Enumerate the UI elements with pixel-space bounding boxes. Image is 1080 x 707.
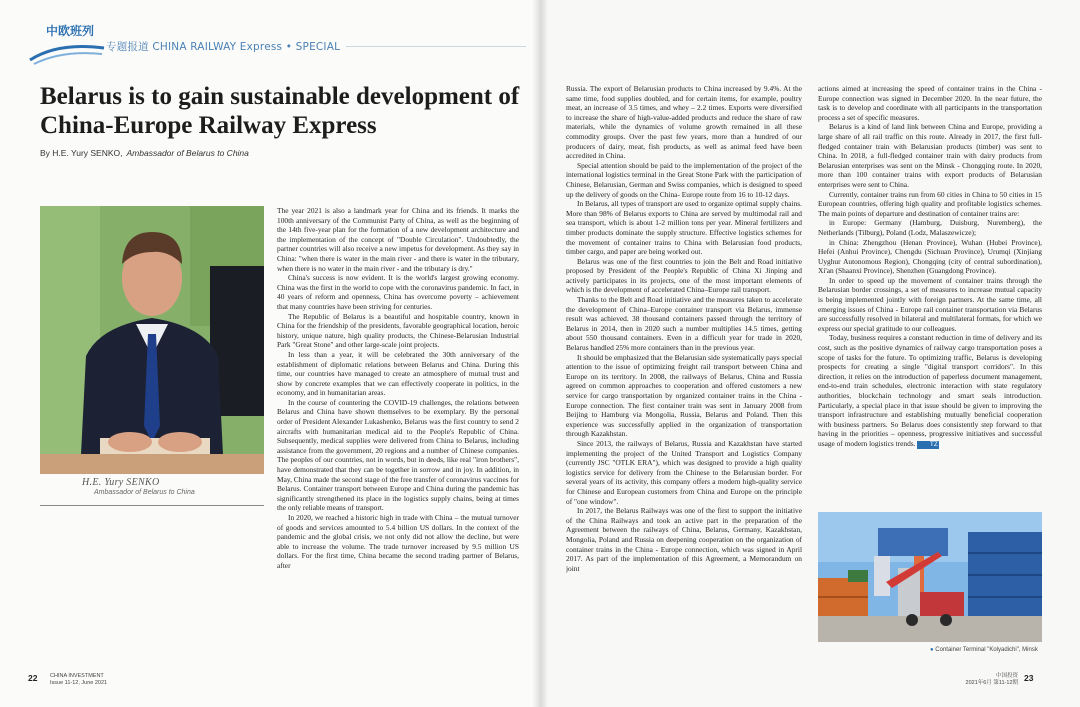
brand-label: 中欧班列: [46, 24, 95, 38]
page-gutter: [532, 0, 548, 707]
byline: [40, 148, 249, 158]
paragraph: Since 2013, the railways of Belarus, Russia and Kazakhstan have started implementing the project of the United Transport and Logistics Company (currently JSC "OTLK ERA"), which was designed to provide a high quality logistics service for delivery from the Chinese to the Belarusian border. For several years of its activity, this company offers a modern high-quality service for Chinese and European customers from China and Europe on the principle of "one window".: [566, 438, 802, 506]
text-column-2: [566, 84, 802, 674]
magazine-name: 中国投资: [995, 673, 1018, 679]
issue-info: 2021年6月 第11-12期: [965, 680, 1018, 686]
byline-author: By H.E. Yury SENKO,: [40, 148, 123, 158]
paragraph: In the course of countering the COVID-19 challenges, the relations between Belarus and China have shown themselves to be exemplary. By the personal order of President Alexander Lukashenko, Belarus was the first country to send 2 aircrafts with humanitarian medical aid to the People's Republic of China. Subsequently, medical supplies were delivered from China to Belarus, including assistance from the government, 20 regions and a number of Chinese companies. The peoples of our countries, not in words, but in deeds, like real "iron brothers", have demonstrated that they can be together in sorrow and in joy. In addition, in May, China made the second stage of the free transfer of coronavirus vaccines for Belarus. Container transport between Europe and China during the pandemic has significantly strengthened its place in the logistics supply chains, being at times the only reliable means of transport.: [277, 397, 519, 513]
caption-rule: [40, 505, 264, 506]
paragraph: Currently, container trains run from 60 cities in China to 50 cities in 15 European countries, offering high quality and profitable logistics schemes. The main points of departure and destination of container trains are:: [818, 189, 1042, 218]
paragraph: Belarus was one of the first countries to join the Belt and Road initiative proposed by President of the People's Republic of China Xi Jinping and actively participates in its projects, one of the most important elements of which is the development of accelerated China–Europe rail transport.: [566, 256, 802, 295]
magazine-info: [50, 673, 107, 687]
text-column-1: [277, 206, 519, 668]
photo-caption-role: Ambassador of Belarus to China: [94, 489, 195, 496]
article-title: Belarus is to gain sustainable development of China-Europe Railway Express: [40, 83, 520, 139]
page-number: 23: [1024, 673, 1034, 683]
photo-caption: [930, 647, 1038, 653]
issue-info: Issue 11-12, June 2021: [50, 680, 108, 686]
portrait-illustration: [40, 206, 264, 474]
paragraph: Special attention should be paid to the implementation of the project of the international logistics terminal in the Great Stone Park with the participation of Chinese, Belarusian, German and Swiss companies, which is designed to speed up the delivery of goods on the China- Europe route from 16 to 10-12 days.: [566, 160, 802, 199]
paragraph: In Belarus, all types of transport are used to organize optimal supply chains. More than 98% of Belarus exports to China are served by multimodal rail and sea transport, which is about 1-2 million tons per year. Mineral fertilizers and timber products dominate the supply structure. Effective logistics schemes for the movement of container trains to China with Belarusian food products, timber cargo, and paper are being worked out.: [566, 199, 802, 257]
photo-caption-text: Container Terminal "Kolyadichi", Minsk: [935, 647, 1038, 653]
paragraph: In less than a year, it will be celebrated the 30th anniversary of the establishment of diplomatic relations between Belarus and China. During this time, our countries have managed to create an atmosphere of mutual trust and show by concrete examples that we can effectively cooperate in politics, in the economy, and in humanitarian areas.: [277, 349, 519, 398]
paragraph: in Europe: Germany (Hamburg, Duisburg, Nuremberg), the Netherlands (Tilburg), Poland (Lodz, Malaszewicze);: [818, 218, 1042, 237]
end-badge: TZ: [917, 441, 939, 449]
terminal-illustration: [818, 512, 1042, 642]
paragraph: in China: Zhengzhou (Henan Province), Wuhan (Hubei Province), Hefei (Anhui Province), Chengdu (Sichuan Province), Urumqi (Xinjiang Uyghur Autonomous Region), Chongqing (city of central subordination), Xi'an (Shaanxi Province), Shenzhen (Guangdong Province).: [818, 237, 1042, 276]
paragraph: [818, 333, 1042, 449]
page-number: 22: [28, 673, 38, 683]
logo-swoosh-icon: [28, 38, 108, 66]
text-column-3: [818, 84, 1042, 504]
paragraph: Belarus is a kind of land link between China and Europe, providing a large share of all rail traffic on this route. Already in 2017, the first full-fledged container train with Belarusian products (timber) was sent to China. In 2018, a full-fledged container train with dairy products from Belarusian enterprises was sent on the Minsk - Chongqing route. In 2020, more than 100 container trains with export products of Belarusian enterprises were sent to China.: [818, 122, 1042, 189]
magazine-info: [940, 673, 1018, 687]
paragraph: Thanks to the Belt and Road initiative and the measures taken to accelerate the development of China–Europe container transport via Belarus, immense result was achieved. 38 thousand containers passed through the territory of Belarus in 2014, then in 2020 such a number multiplies 14.5 times, getting about 550 thousand containers. Even in a difficult year for trade in 2020, Belarus handled 25% more containers than in the previous year.: [566, 295, 802, 353]
location-pin-icon: ●: [930, 647, 934, 653]
section-label: 专题报道 CHINA RAILWAY Express • SPECIAL: [106, 39, 346, 54]
paragraph: In order to speed up the movement of container trains through the Belarusian border crossings, a set of measures to increase mutual capacity is being implemented jointly with foreign partners. At the same time, all emerging issues of China - Europe rail container transportation via Belarus are successfully resolved in bilateral and multilateral formats, for which we express our special gratitude to our colleagues.: [818, 275, 1042, 333]
page-header: [26, 16, 526, 66]
paragraph: Russia. The export of Belarusian products to China increased by 9.4%. At the same time, food supplies doubled, and for certain items, for example, poultry meat, an increase of 3.5 times, and whey – 2.2 times. Exports were diversified to increase the share of high-value-added products and reduce the share of raw materials, while the dynamics of volume growth remained in all these commodity groups. Over the past few years, more than a hundred of our producers of dairy, meat, fish products, as well as animal feed have been accredited in China.: [566, 84, 802, 161]
container-terminal-photo: [818, 512, 1042, 642]
paragraph: actions aimed at increasing the speed of container trains in the China - Europe connection was signed in December 2020. In the near future, the task is to develop and coordinate with all participants in the transportation process a set of specific measures.: [818, 84, 1042, 122]
byline-role: Ambassador of Belarus to China: [126, 148, 249, 158]
paragraph: China's success is now evident. It is the world's largest growing economy. China was the first in the world to cope with the coronavirus pandemic. In fact, in 40 years of reform and openness, China has overcome poverty – achievement that many countries have been striving for centuries.: [277, 273, 519, 311]
ambassador-photo: [40, 206, 264, 474]
photo-caption-name: H.E. Yury SENKO: [82, 477, 160, 488]
paragraph: The Republic of Belarus is a beautiful and hospitable country, known in China for the friendship of the presidents, favorable geographical location, heroic history, unique nature, high quality products, the Chinese-Belarusian Industrial Park "Great Stone" and other large-scale joint projects.: [277, 311, 519, 350]
paragraph: The year 2021 is also a landmark year for China and its friends. It marks the 100th anniversary of the Communist Party of China, as well as the beginning of the 14th five-year plan for the formation of a new development architecture and the implementation of the concept of "Double Circulation". Undoubtedly, the partner countries will also receive a new impetus for development. As they say in China: "when there is water in the main river - and there is water in the tributary, when there is no water in the main river - and the tributary is dry.": [277, 206, 519, 273]
paragraph: In 2020, we reached a historic high in trade with China – the mutual turnover of goods and services amounted to 5.4 billion US dollars. In the context of the pandemic and the global crisis, we not only did not allow the decline, but were able to increase the volume. The trade turnover increased by 9.5 million US dollars. For the first time, China became the second trading partner of Belarus, after: [277, 513, 519, 570]
paragraph: It should be emphasized that the Belarusian side systematically pays special attention to the issue of optimizing freight rail transport between China and Europe on its territory. In 2008, the railways of Belarus, China and Russia agreed on common approaches to cooperation and offered customers a new service for cargo transportation by organized container trains in the China - Europe connection. The first container train was sent in January 2008 from Beijing to Hamburg via Mongolia, Russia, Belarus and Poland. Then this experience was successfully applied in the organization of transportation through Kazakhstan.: [566, 352, 802, 439]
paragraph: In 2017, the Belarus Railways was one of the first to support the initiative of the China Railways and took an active part in the preparation of the Agreement between the railways of China, Belarus, Germany, Kazakhstan, Mongolia, Poland and Russia on deepening cooperation on the organization of container trains in the China - Europe connection, which was signed in April 2017. As part of the implementation of this Agreement, a Memorandum on joint: [566, 506, 802, 573]
magazine-name: CHINA INVESTMENT: [50, 673, 104, 679]
paragraph-text: Today, business requires a constant reduction in time of delivery and its cost, such as the positive dynamics of railway cargo transportation poses a scope of tasks for the future. To optimizing traffic, Belarus is developing prospects for creating a single "digital transport corridors". In this direction, it relies on the introduction of paperless document management, end-to-end train schedules, electronic interaction with state regulatory authorities, blockchain technology and smart seals introduction. Particularly, a special place in that issue should be given to improving the transport infrastructure and establishing mutually beneficial cooperation with business partners. So Belarus does consistently step forward to that having in the priorities – openness, progressive initiatives and successful usage of modern logistics trends.: [818, 333, 1042, 448]
